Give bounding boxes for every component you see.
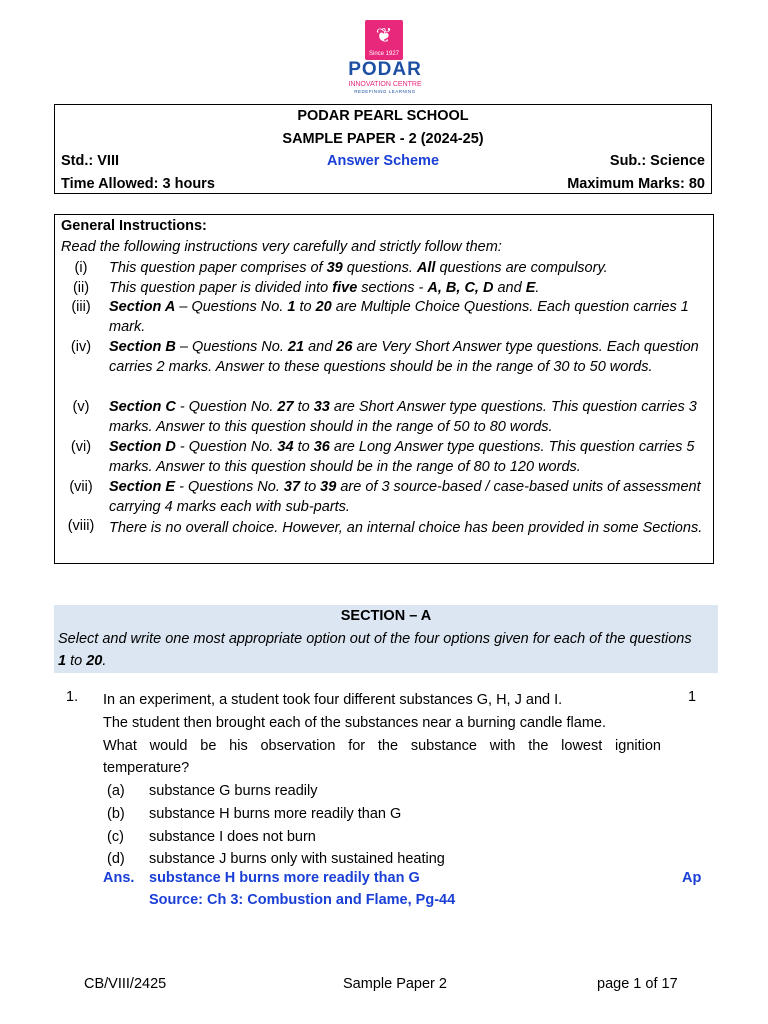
question-number: 1. [66,689,79,705]
logo-since: Since 1927 [368,51,400,57]
answer-text: substance H burns more readily than G [149,870,420,886]
instruction-text: Section C - Question No. 27 to 33 are Short Answer type questions. This question carries 3 marks. Answer to this question should in the range of 50 to 80 words. [109,399,697,435]
paper-title: SAMPLE PAPER - 2 (2024-25) [282,131,484,147]
instruction-number: (vi) [70,439,92,455]
cognitive-level: Ap [682,870,702,886]
instruction-number: (ii) [72,280,90,296]
option-texts [149,780,445,871]
instruction-text: Section B – Questions No. 21 and 26 are Very Short Answer type questions. Each question carries 2 marks. Answer to these questions should be in the range of 30 to 50 words. [109,339,699,375]
standard: Std.: VIII [61,153,119,169]
section-heading: SECTION – A [340,608,432,624]
general-instructions-box [54,214,714,564]
logo-subtitle: INNOVATION CENTRE [348,81,422,88]
footer-code: CB/VIII/2425 [84,976,167,992]
instruction-text: Section E - Questions No. 37 to 39 are of 3 source-based / case-based units of assessment carrying 4 marks each with sub-parts. [109,479,701,515]
instruction-number: (vii) [69,479,93,495]
answer-scheme-label: Answer Scheme [326,153,440,169]
question-line: The student then brought each of the substances near a burning candle flame. [103,714,607,731]
option-d-text: substance J burns only with sustained heating [149,851,445,868]
question-line: In an experiment, a student took four different substances G, H, J and I. [103,692,563,708]
instruction-number: (iv) [70,339,92,355]
answer-source: Source: Ch 3: Combustion and Flame, Pg-44 [149,892,456,908]
time-allowed: Time Allowed: 3 hours [61,176,215,192]
school-logo [340,20,430,96]
page-number: page 1 of 17 [597,976,678,992]
logo-brand: PODAR [348,59,422,80]
instructions-intro: Read the following instructions very carefully and strictly follow them: [61,239,502,255]
option-b-text: substance H burns more readily than G [149,805,402,822]
option-c-text: substance I does not burn [149,828,316,845]
instruction-text: This question paper comprises of 39 questions. All questions are compulsory. [109,260,608,276]
paper-header-box [54,104,712,194]
tree-icon: ❦ [375,25,393,47]
question-marks: 1 [688,689,697,705]
option-a-label: (a) [107,783,125,799]
instruction-text: Section A – Questions No. 1 to 20 are Multiple Choice Questions. Each question carries 1 mark. [109,299,689,335]
instructions-title: General Instructions: [61,218,207,234]
option-a-text: substance G burns readily [149,783,318,799]
instruction-text: There is no overall choice. However, an internal choice has been provided in some Sections. [109,520,703,536]
school-name: PODAR PEARL SCHOOL [297,108,469,124]
section-instruction: Select and write one most appropriate option out of the four options given for each of the questions 1 to 20. [58,631,692,669]
section-a-banner [54,605,718,673]
option-b-label: (b) [107,805,125,822]
question-line: temperature? [103,760,190,777]
option-d-label: (d) [107,851,125,868]
subject: Sub.: Science [609,153,705,169]
answer-label: Ans. [103,870,135,886]
question-text [103,689,661,780]
instruction-text: Section D - Question No. 34 to 36 are Long Answer type questions. This question carries 5 marks. Answer to this question should be in the range of 80 to 120 words. [109,439,695,475]
instruction-number: (v) [72,399,90,415]
instruction-number: (i) [74,260,88,276]
footer-title: Sample Paper 2 [343,976,447,992]
question-line: What would be his observation for the substance with the lowest ignition [103,737,661,754]
instruction-number: (iii) [71,299,91,315]
maximum-marks: Maximum Marks: 80 [567,176,705,192]
instruction-text: This question paper is divided into five sections - A, B, C, D and E. [109,280,540,296]
instruction-number: (viii) [67,518,95,534]
option-c-label: (c) [107,828,124,845]
option-labels [107,780,125,871]
logo-tagline: REDEFINING LEARNING [354,89,416,94]
